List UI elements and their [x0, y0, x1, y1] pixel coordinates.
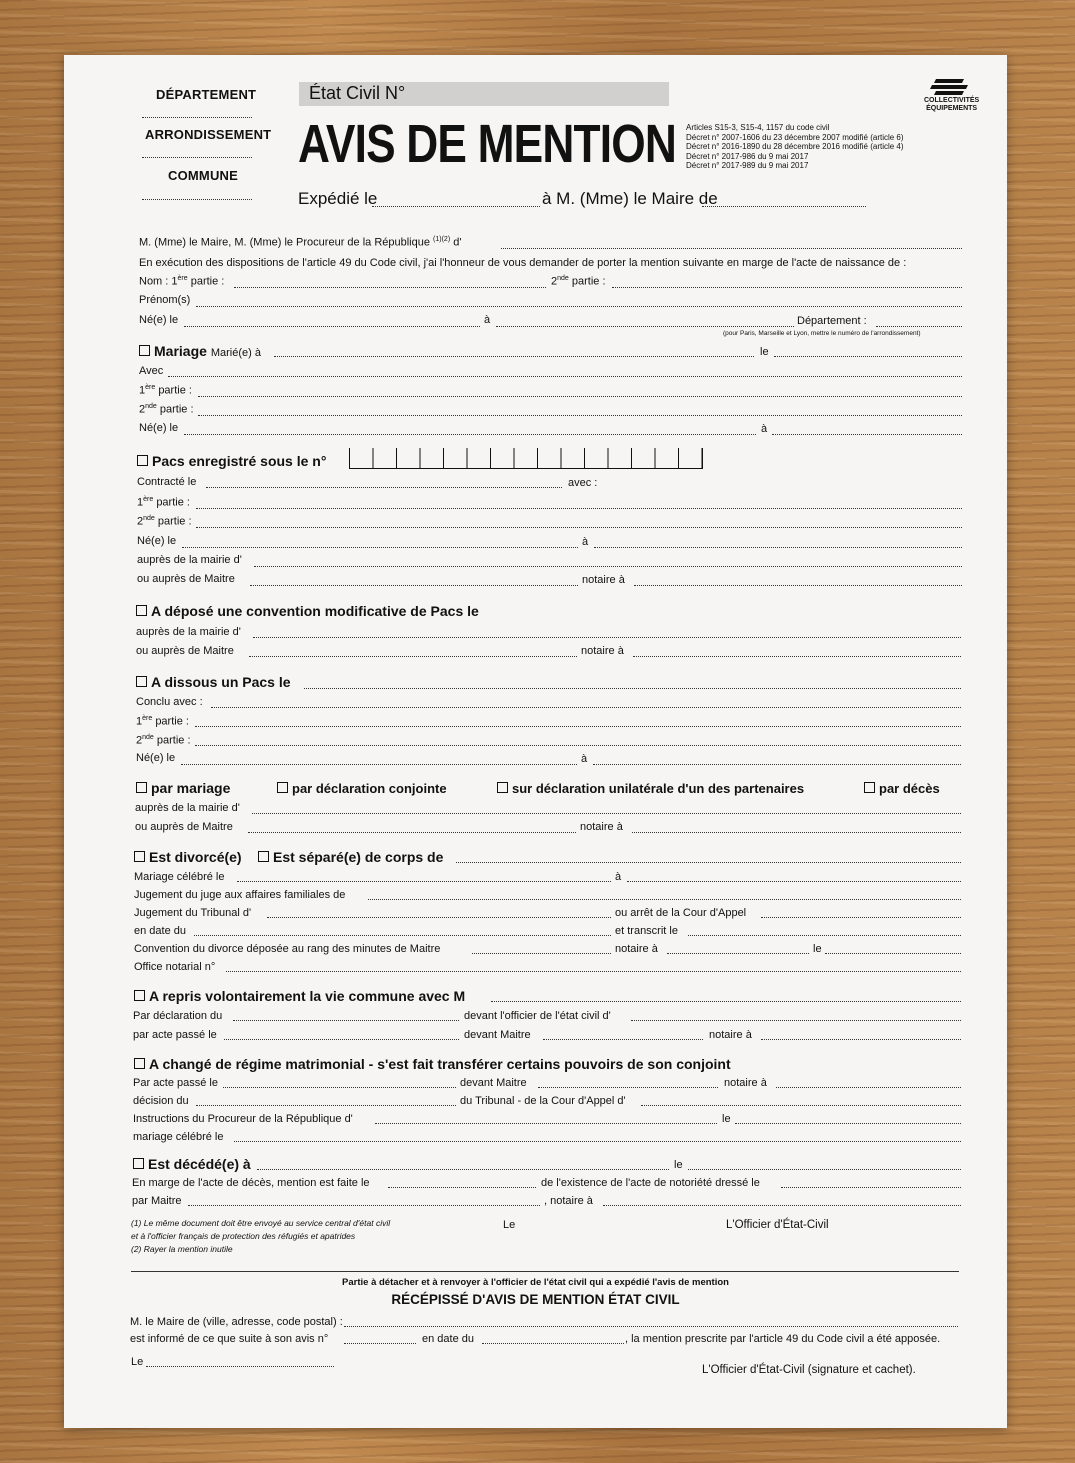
partie1-num: 1 [139, 384, 146, 397]
par-mariage-label: par mariage [151, 780, 231, 796]
decision-field[interactable] [196, 1105, 456, 1106]
partie2-num: 2 [139, 403, 146, 416]
arrondissement-line[interactable] [142, 157, 252, 158]
divorce-le-label: le [813, 943, 822, 955]
dissous-a-field[interactable] [593, 764, 961, 765]
convention-maitre-field[interactable] [249, 656, 577, 657]
reprise-notaire-field[interactable] [761, 1039, 961, 1040]
detach-instruction: Partie à détacher et à renvoyer à l'officier de l'état civil qui a expédié l'avis de mention [342, 1277, 729, 1288]
office-notarial-label: Office notarial n° [134, 961, 216, 973]
deces-checkbox[interactable] [133, 1158, 144, 1169]
expedie-line[interactable] [372, 206, 540, 207]
a-field[interactable] [496, 326, 794, 327]
divorce-checkbox[interactable] [134, 851, 145, 862]
divorce-a: à [615, 871, 622, 883]
recepisse-le-field[interactable] [146, 1366, 334, 1367]
officier-etat-civil-field[interactable] [631, 1020, 961, 1021]
dissous-checkbox[interactable] [136, 676, 147, 687]
nom1-field[interactable] [234, 287, 546, 288]
cour-appel-field[interactable] [761, 917, 961, 918]
mariage-section [139, 343, 261, 359]
mariage-a: à [761, 423, 768, 435]
partie1-label: partie : [156, 496, 190, 509]
conclu-label: Conclu avec : [136, 696, 203, 708]
ref-line: Décret n° 2016-1890 du 28 décembre 2016 modifié (article 4) [686, 142, 904, 151]
reprise-acte-field[interactable] [224, 1039, 459, 1040]
departement-line[interactable] [142, 117, 252, 118]
pacs-partie2 [137, 515, 192, 528]
pacs-a: à [582, 536, 589, 548]
options-mairie-label: auprès de la mairie d' [135, 802, 240, 814]
tribunal-cour-label: du Tribunal - de la Cour d'Appel d' [460, 1095, 626, 1107]
intro-line1 [139, 236, 461, 249]
deces-section [133, 1156, 251, 1172]
dissous-partie2 [136, 734, 191, 747]
divorce-a-field[interactable] [627, 881, 961, 882]
cour-appel-label: ou arrêt de la Cour d'Appel [615, 907, 747, 919]
reprise-maitre-field[interactable] [543, 1039, 703, 1040]
ref-line: Décret n° 2007-1606 du 23 décembre 2007 modifié (article 6) [686, 132, 904, 142]
divorce-section [134, 849, 242, 865]
divorce-notaire-label: notaire à [615, 943, 658, 955]
declaration-conjointe-label: par déclaration conjointe [292, 781, 447, 796]
commune-line[interactable] [142, 199, 252, 200]
partie2-sup: nde [142, 734, 154, 741]
pacs-partie1-field[interactable] [196, 508, 962, 509]
intro-line1-sup: (1)(2) [433, 236, 451, 243]
par-deces-checkbox[interactable] [864, 782, 875, 793]
mariage-title: Mariage [154, 343, 207, 359]
pacs-number-boxes[interactable] [349, 448, 703, 469]
cut-line [131, 1271, 959, 1272]
recepisse-mention-label: , la mention prescrite par l'article 49 du Code civil a été apposée. [625, 1333, 941, 1345]
jaf-field[interactable] [368, 899, 961, 900]
contracte-label: Contracté le [137, 476, 197, 488]
deces-maitre-label: par Maitre [132, 1195, 182, 1207]
dissous-a: à [581, 753, 588, 765]
dissous-section [136, 674, 291, 690]
reprise-title: A repris volontairement la vie commune avec M [149, 988, 466, 1004]
partie1-label: partie : [155, 715, 189, 728]
convention-divorce-field[interactable] [472, 953, 611, 954]
ref-line: Décret n° 2017-986 du 9 mai 2017 [686, 151, 809, 161]
recepisse-le-label: Le [131, 1356, 144, 1368]
ref-line: Articles S15-3, S15-4, 1157 du code civil [686, 123, 830, 132]
legal-references [686, 123, 904, 171]
dissous-field[interactable] [304, 688, 961, 689]
deces-le-field[interactable] [688, 1169, 961, 1170]
divorce-notaire-field[interactable] [667, 953, 809, 954]
convention-title: A déposé une convention modificative de Pacs le [151, 603, 479, 619]
nom-label-text: Nom : 1 [139, 275, 178, 288]
decision-label: décision du [133, 1095, 189, 1107]
nom2-field[interactable] [612, 287, 962, 288]
regime-mariage-field[interactable] [234, 1141, 961, 1142]
reprise-acte-label: par acte passé le [133, 1029, 217, 1041]
recepisse-signature-label: L'Officier d'État-Civil (signature et cachet). [702, 1364, 916, 1376]
notoriete-field[interactable] [781, 1187, 961, 1188]
instructions-field[interactable] [375, 1123, 717, 1124]
option-par-mariage [136, 780, 230, 796]
marie-a-field[interactable] [274, 356, 754, 357]
regime-maitre-field[interactable] [538, 1087, 718, 1088]
officier-label: L'Officier d'État-Civil [726, 1219, 829, 1231]
contracte-field[interactable] [206, 487, 562, 488]
regime-mariage-label: mariage célébré le [133, 1131, 224, 1143]
partie1-sup: ère [143, 496, 154, 503]
intro-line1-text: M. (Mme) le Maire, M. (Mme) le Procureur de la République [139, 236, 430, 249]
dissous-partie1 [136, 715, 189, 728]
declaration-unilaterale-checkbox[interactable] [497, 782, 508, 793]
pacs-maitre-field[interactable] [250, 585, 578, 586]
footnote-1b: et à l'officier français de protection des réfugiés et apatrides [131, 1231, 356, 1241]
regime-checkbox[interactable] [134, 1058, 145, 1069]
mariage-le-field[interactable] [774, 356, 962, 357]
options-notaire-field[interactable] [632, 832, 961, 833]
departement-field[interactable] [876, 326, 962, 327]
dissous-partie1-field[interactable] [195, 726, 961, 727]
option-declaration-unilaterale [497, 781, 804, 796]
mariage-partie1 [139, 384, 192, 397]
pacs-notaire-field[interactable] [634, 585, 962, 586]
declaration-conjointe-checkbox[interactable] [277, 782, 288, 793]
pacs-mairie-label: auprès de la mairie d' [137, 554, 242, 566]
en-date-du-field[interactable] [194, 935, 611, 936]
partie2-sup: nde [145, 403, 157, 410]
en-date-du-label: en date du [134, 925, 186, 937]
regime-maitre-label: devant Maitre [460, 1077, 527, 1089]
partie2-num: 2 [136, 734, 143, 747]
pacs-checkbox[interactable] [137, 455, 148, 466]
par-declaration-label: Par déclaration du [133, 1010, 223, 1022]
instructions-le-label: le [722, 1113, 731, 1125]
recepisse-avis-field[interactable] [344, 1343, 416, 1344]
prenoms-label: Prénom(s) [139, 294, 191, 306]
logo-line2: ÉQUIPEMENTS [926, 105, 978, 112]
pacs-a-field[interactable] [594, 547, 962, 548]
partie1-num: 1 [136, 715, 143, 728]
dissous-partie2-field[interactable] [195, 745, 961, 746]
maire-line[interactable] [702, 206, 866, 207]
convention-checkbox[interactable] [136, 605, 147, 616]
regime-acte-field[interactable] [223, 1087, 456, 1088]
prenoms-field[interactable] [196, 306, 962, 307]
pacs-title: Pacs enregistré sous le n° [152, 453, 327, 469]
options-maitre-field[interactable] [248, 832, 576, 833]
partie1-label: partie : [158, 384, 192, 397]
form-sheet [64, 55, 1007, 1428]
deces-title: Est décédé(e) à [148, 1156, 251, 1172]
dissous-title: A dissous un Pacs le [151, 674, 291, 690]
nom2-label-end: partie : [571, 275, 606, 288]
recepisse-maire-label: M. le Maire de (ville, adresse, code postal) : [130, 1316, 343, 1328]
partie2-label: partie : [157, 515, 192, 528]
commune-label: COMMUNE [168, 168, 239, 183]
par-declaration-field[interactable] [233, 1020, 459, 1021]
reprise-section [134, 988, 465, 1004]
pacs-avec-label: avec : [568, 477, 598, 489]
pacs-section [137, 453, 326, 469]
pacs-partie1 [137, 496, 190, 509]
option-declaration-conjointe [277, 781, 447, 796]
separe-title: Est séparé(e) de corps de [273, 849, 444, 865]
partie2-num: 2 [137, 515, 144, 528]
recepisse-date-label: en date du [422, 1333, 474, 1345]
intro-line1-end: d' [453, 236, 462, 249]
pacs-maitre-label: ou auprès de Maitre [137, 573, 235, 585]
mariage-partie1-field[interactable] [198, 396, 962, 397]
mariage-ne-le-field[interactable] [184, 434, 756, 435]
deces-a-field[interactable] [257, 1169, 669, 1170]
convention-notaire-field[interactable] [633, 656, 961, 657]
tribunal-cour-field[interactable] [641, 1105, 961, 1106]
pacs-ne-le-field[interactable] [182, 547, 578, 548]
a-label: à [484, 314, 491, 326]
marge-acte-label: En marge de l'acte de décès, mention est faite le [132, 1177, 370, 1189]
footnote-2: (2) Rayer la mention inutile [131, 1244, 233, 1254]
conclu-field[interactable] [211, 707, 961, 708]
mariage-checkbox[interactable] [139, 345, 150, 356]
ne-le-label: Né(e) le [139, 314, 179, 326]
convention-notaire-label: notaire à [581, 645, 624, 657]
etat-civil-band[interactable] [299, 82, 669, 106]
marie-a-label: Marié(e) à [210, 347, 261, 359]
reprise-checkbox[interactable] [134, 990, 145, 1001]
arrondissement-label: ARRONDISSEMENT [145, 127, 272, 142]
nom-label-sup: ère [177, 275, 188, 282]
mariage-a-field[interactable] [772, 434, 962, 435]
mariage-ne-le: Né(e) le [139, 422, 179, 434]
nom-label [139, 275, 224, 288]
recepisse-maire-field[interactable] [344, 1326, 958, 1327]
pacs-notaire-label: notaire à [582, 574, 625, 586]
expedie-label: Expédié le [298, 189, 378, 208]
regime-notaire-label: notaire à [724, 1077, 767, 1089]
convention-mairie-field[interactable] [253, 637, 961, 638]
jaf-label: Jugement du juge aux affaires familiales de [134, 889, 346, 901]
partie1-sup: ère [145, 384, 156, 391]
partie1-sup: ère [142, 715, 153, 722]
maire-label: à M. (Mme) le Maire de [542, 189, 718, 208]
departement-field-label: Département : [797, 315, 867, 327]
partie2-sup: nde [143, 515, 155, 522]
regime-title: A changé de régime matrimonial - s'est fait transférer certains pouvoirs de son conjoint [149, 1056, 731, 1072]
nom-label-end: partie : [190, 275, 225, 288]
instructions-label: Instructions du Procureur de la République d' [133, 1113, 353, 1125]
deces-notaire-field[interactable] [603, 1205, 961, 1206]
brand-logo-text [924, 97, 979, 113]
nom2-label-text: 2 [551, 275, 558, 288]
intro-line1-field[interactable] [501, 248, 962, 249]
nom2-label [551, 275, 606, 288]
declaration-unilaterale-label: sur déclaration unilatérale d'un des partenaires [512, 781, 805, 796]
deces-maitre-field[interactable] [188, 1205, 540, 1206]
par-mariage-checkbox[interactable] [136, 782, 147, 793]
options-maitre-label: ou auprès de Maitre [135, 821, 233, 833]
reprise-notaire-label: notaire à [709, 1029, 752, 1041]
deces-le-label: le [674, 1159, 683, 1171]
pacs-ne-le: Né(e) le [137, 535, 177, 547]
logo-line1: COLLECTIVITÉS [924, 97, 980, 104]
partie1-num: 1 [137, 496, 144, 509]
intro-line2: En exécution des dispositions de l'article 49 du Code civil, j'ai l'honneur de vous demander de porter la mention suivante en marge de l'acte de naissance de : [139, 257, 907, 269]
ref-line: Décret n° 2017-989 du 9 mai 2017 [686, 161, 809, 170]
separe-section [258, 849, 443, 865]
tribunal-field[interactable] [267, 917, 611, 918]
marge-acte-field[interactable] [388, 1187, 536, 1188]
convention-section [136, 603, 479, 619]
notoriete-label: de l'existence de l'acte de notoriété dressé le [541, 1177, 760, 1189]
dissous-ne-le-field[interactable] [181, 764, 577, 765]
reprise-maitre-label: devant Maitre [464, 1029, 531, 1041]
regime-section [134, 1056, 731, 1072]
divorce-le-field[interactable] [825, 953, 961, 954]
ne-le-field[interactable] [184, 326, 480, 327]
reprise-field[interactable] [491, 1001, 961, 1002]
divorce-title: Est divorcé(e) [149, 849, 242, 865]
tribunal-label: Jugement du Tribunal d' [134, 907, 252, 919]
pacs-partie2-field[interactable] [196, 527, 962, 528]
options-mairie-field[interactable] [252, 813, 961, 814]
regime-acte-label: Par acte passé le [133, 1077, 218, 1089]
dissous-ne-le: Né(e) le [136, 752, 176, 764]
regime-notaire-field[interactable] [776, 1087, 961, 1088]
separe-checkbox[interactable] [258, 851, 269, 862]
mariage-partie2-field[interactable] [198, 415, 962, 416]
separe-field[interactable] [456, 862, 961, 863]
page-title: AVIS DE MENTION [298, 114, 677, 174]
footnotes [131, 1217, 390, 1256]
etat-civil-label: État Civil N° [309, 83, 406, 103]
signature-le-label: Le [503, 1219, 516, 1231]
mariage-celebre-field[interactable] [237, 881, 611, 882]
officier-etat-civil-label: devant l'officier de l'état civil d' [464, 1010, 611, 1022]
convention-divorce-label: Convention du divorce déposée au rang des minutes de Maitre [134, 943, 441, 955]
partie2-label: partie : [156, 734, 191, 747]
mariage-partie2 [139, 403, 194, 416]
pacs-mairie-field[interactable] [254, 566, 962, 567]
recepisse-title: RÉCÉPISSÉ D'AVIS DE MENTION ÉTAT CIVIL [391, 1292, 680, 1307]
footnote-1: (1) Le même document doit être envoyé au service central d'état civil [131, 1218, 391, 1228]
deces-notaire-label: , notaire à [544, 1195, 593, 1207]
avec-label: Avec [139, 365, 164, 377]
departement-note: (pour Paris, Marseille et Lyon, mettre le numéro de l'arrondissement) [723, 330, 921, 337]
nom2-label-sup: nde [557, 275, 569, 282]
partie2-label: partie : [159, 403, 194, 416]
par-deces-label: par décès [879, 781, 940, 796]
office-notarial-field[interactable] [226, 971, 961, 972]
convention-maitre-label: ou auprès de Maitre [136, 645, 234, 657]
avec-field[interactable] [168, 376, 962, 377]
departement-label: DÉPARTEMENT [156, 87, 257, 102]
instructions-le-field[interactable] [735, 1123, 961, 1124]
mariage-celebre-label: Mariage célébré le [134, 871, 225, 883]
transcrit-label: et transcrit le [615, 925, 678, 937]
transcrit-field[interactable] [688, 935, 961, 936]
recepisse-avis-label: est informé de ce que suite à son avis n° [130, 1333, 329, 1345]
convention-mairie-label: auprès de la mairie d' [136, 626, 241, 638]
options-notaire-label: notaire à [580, 821, 623, 833]
option-par-deces [864, 781, 940, 796]
recepisse-date-field[interactable] [482, 1343, 624, 1344]
mariage-le-label: le [760, 346, 769, 358]
